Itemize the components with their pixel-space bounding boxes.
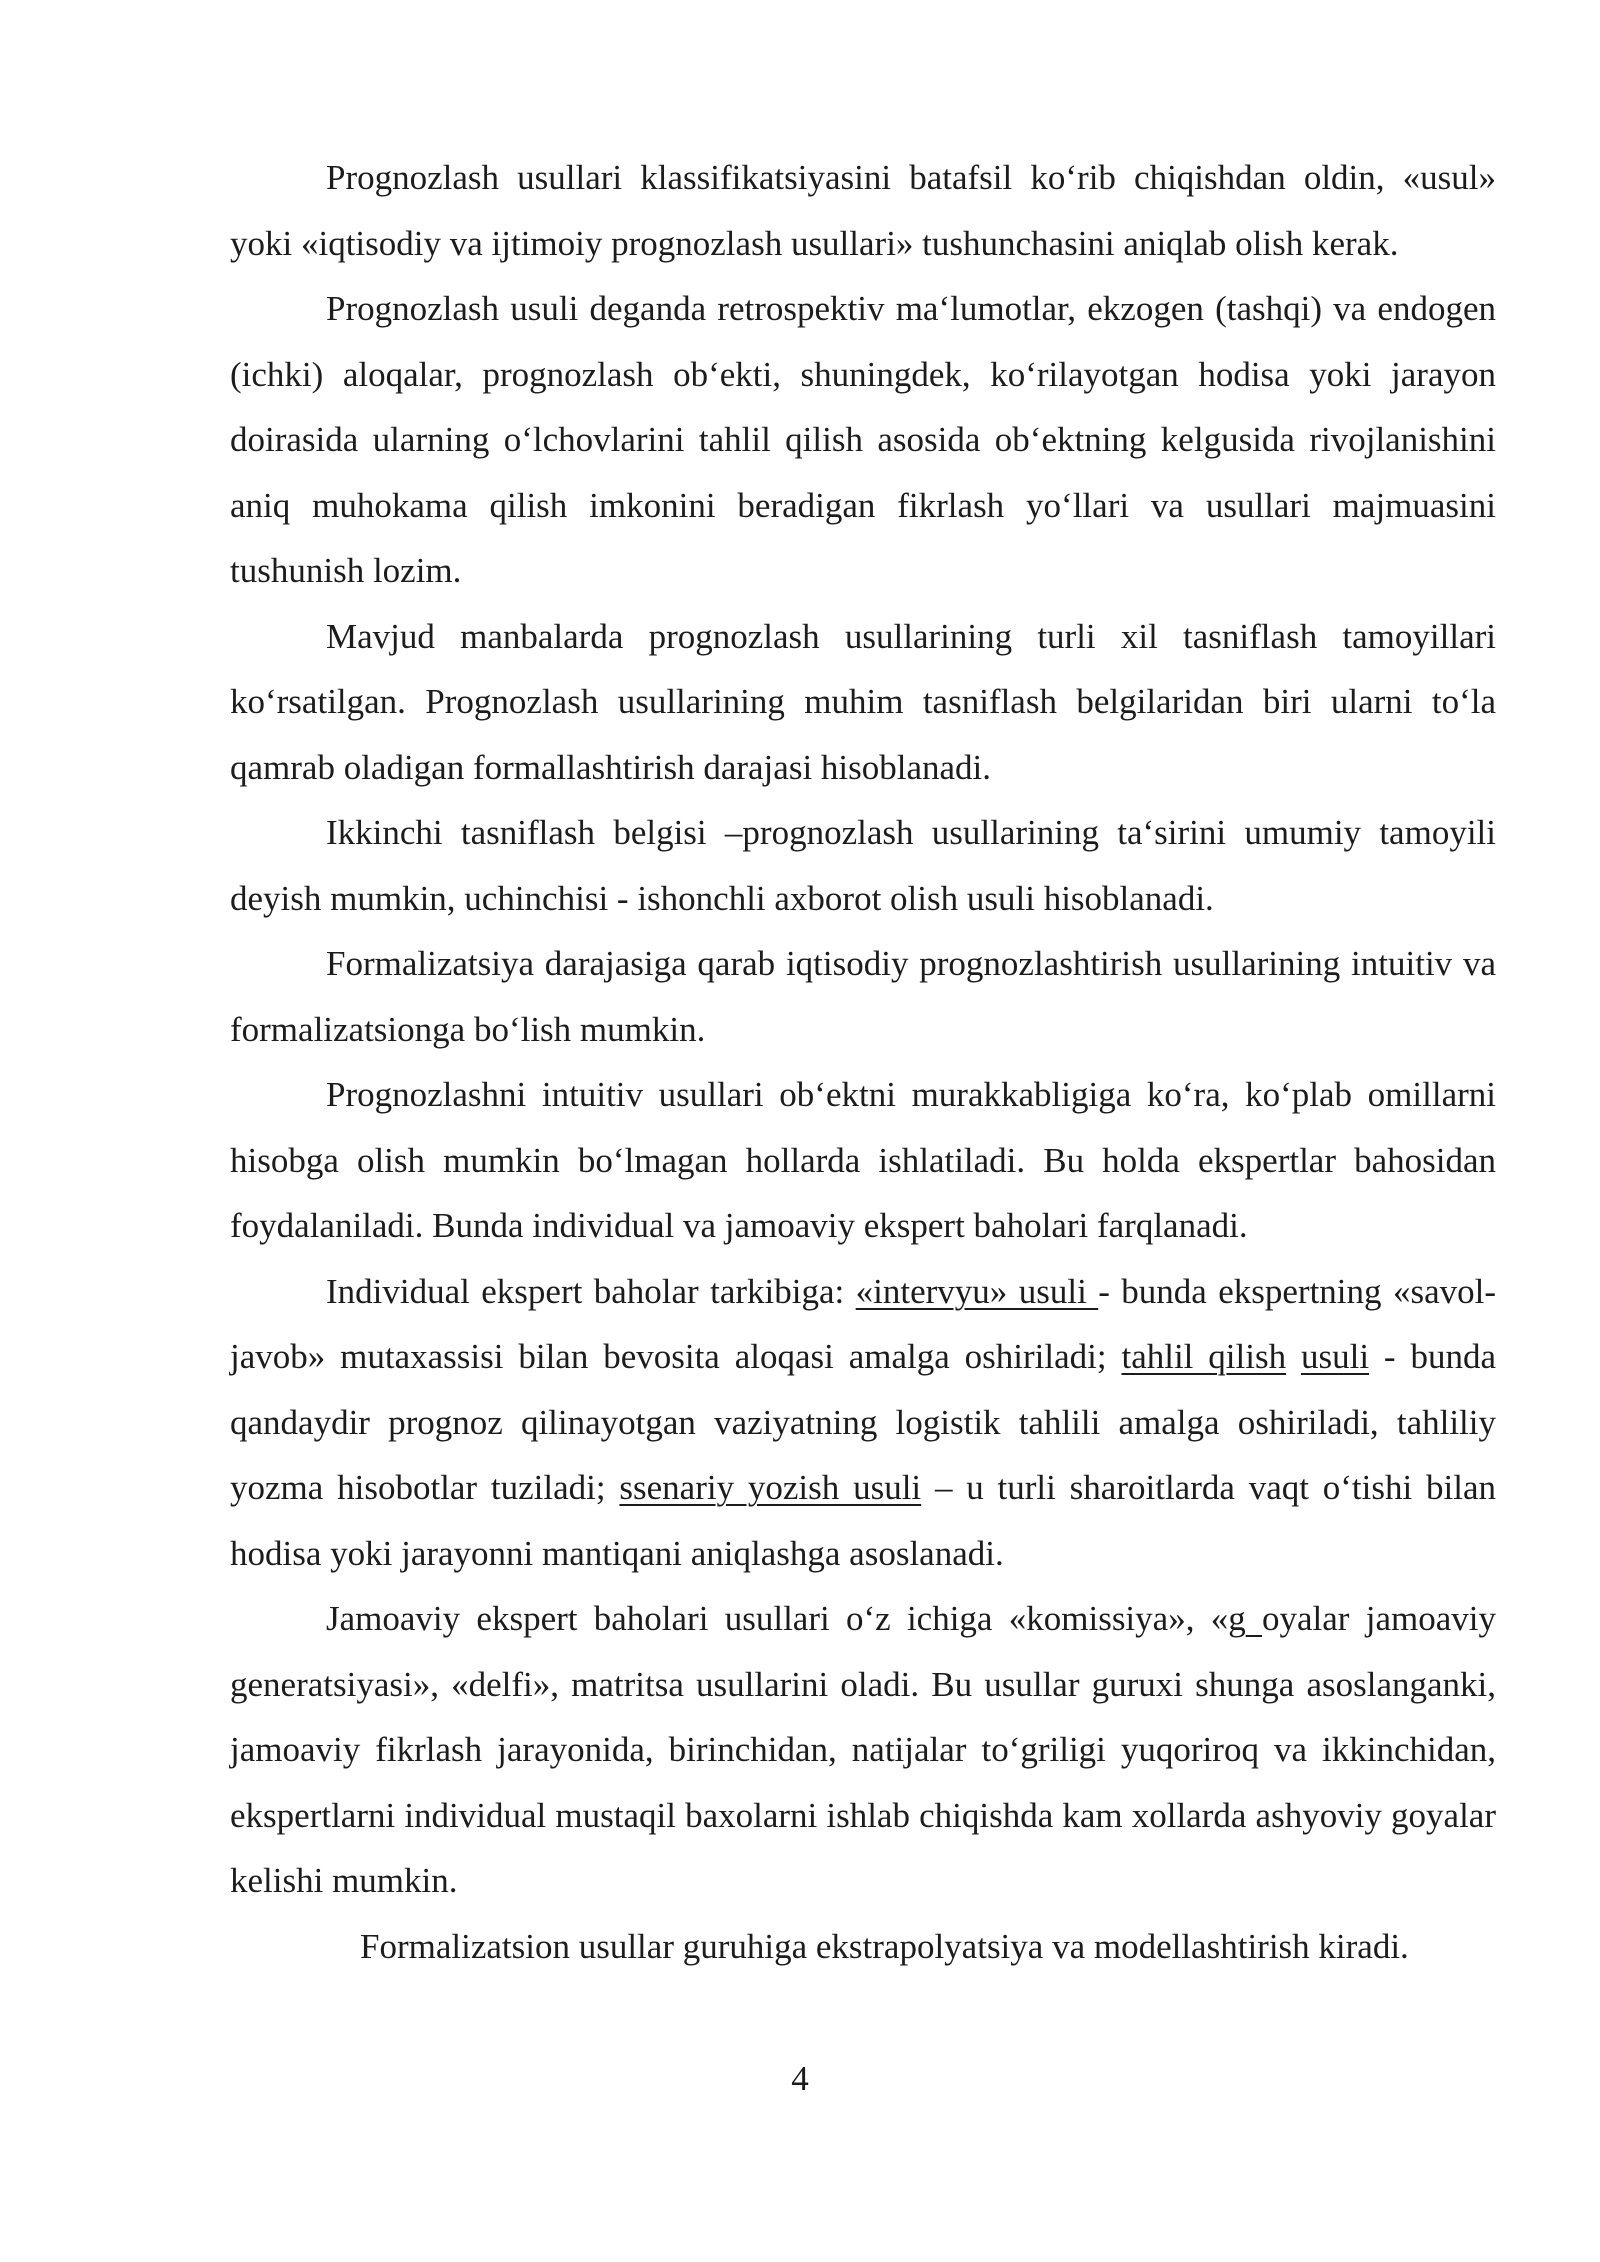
text-run: - bunda ekspertning «savol-javob» mutaxassisi bilan bevosita aloqasi amalga oshiriladi; xyxy=(230,1271,1496,1376)
text-run: - bunda qandaydir prognoz qilinayotgan vaziyatning logistik tahlili amalga oshiriladi, tahliliy yozma hisobotlar tuziladi; xyxy=(230,1337,1496,1507)
underlined-term-method: usuli xyxy=(1300,1337,1370,1376)
text-run: – u turli sharoitlarda vaqt o‘tishi bilan hodisa yoki jarayonni mantiqani aniqlashga asoslanadi. xyxy=(230,1468,1496,1573)
underlined-gap xyxy=(1246,1599,1262,1638)
paragraph-intuitive-methods: Prognozlashni intuitiv usullari ob‘ektni murakkabligiga ko‘ra, ko‘plab omillarni hisobga olish mumkin bo‘lmagan hollarda ishlatiladi. Bu holda ekspertlar bahosidan foydalaniladi. Bunda individual va jamoaviy ekspert baholari farqlanadi. xyxy=(230,1075,1496,1245)
paragraph-individual-expert xyxy=(230,1259,1496,1587)
paragraph-method-definition: Prognozlash usuli deganda retrospektiv ma‘lumotlar, ekzogen (tashqi) va endogen (ichki) aloqalar, prognozlash ob‘ekti, shuningdek, ko‘rilayotgan hodisa yoki jarayon doirasida ularning o‘lchovlarini tahlil qilish asosida ob‘ektning kelgusida rivojlanishini aniq muhokama qilish imkonini beradigan fikrlash yo‘llari va usullari majmuasini tushunish lozim. xyxy=(230,289,1496,590)
paragraph-formalization-methods: Formalizatsion usullar guruhiga ekstrapolyatsiya va modellashtirish kiradi. xyxy=(360,1926,1409,1966)
text-run: oyalar jamoaviy generatsiyasi», «delfi», matritsa usullarini oladi. Bu usullar guruxi shunga asoslanganki, jamoaviy fikrlash jarayonida, birinchidan, natijalar to‘griligi yuqoriroq va ikkinchidan, ekspertlarni individual mustaqil baxolarni ishlab chiqishda kam xollarda ashyoviy goyalar kelishi mumkin. xyxy=(230,1599,1496,1900)
underlined-term-scenario: ssenariy yozish usuli xyxy=(619,1468,922,1507)
text-run xyxy=(1286,1337,1301,1376)
paragraph-formalization: Formalizatsiya darajasiga qarab iqtisodiy prognozlashtirish usullarining intuitiv va formalizatsionga bo‘lish mumkin. xyxy=(230,944,1496,1049)
page-number: 4 xyxy=(791,2059,809,2098)
paragraph-intro: Prognozlash usullari klassifikatsiyasini batafsil ko‘rib chiqishdan oldin, «usul» yoki «iqtisodiy va ijtimoiy prognozlash usullari» tushunchasini aniqlab olish kerak. xyxy=(230,158,1496,263)
paragraph-classification: Mavjud manbalarda prognozlash usullarining turli xil tasniflash tamoyillari ko‘rsatilgan. Prognozlash usullarining muhim tasniflash belgilaridan biri ularni to‘la qamrab oladigan formallashtirish darajasi hisoblanadi. xyxy=(230,616,1496,787)
underlined-term-interview: «intervyu» usuli xyxy=(855,1271,1099,1311)
underlined-term-analysis: tahlil qilish xyxy=(1121,1337,1287,1376)
text-run: Individual ekspert baholar tarkibiga: xyxy=(326,1271,856,1311)
document-page xyxy=(230,145,1496,1979)
text-run: Jamoaviy ekspert baholari usullari o‘z ichiga «komissiya», «g xyxy=(326,1599,1246,1638)
paragraph-collective-expert xyxy=(230,1586,1496,1914)
paragraph-second-sign: Ikkinchi tasniflash belgisi –prognozlash usullarining ta‘sirini umumiy tamoyili deyish mumkin, uchinchisi - ishonchli axborot olish usuli hisoblanadi. xyxy=(230,813,1496,918)
